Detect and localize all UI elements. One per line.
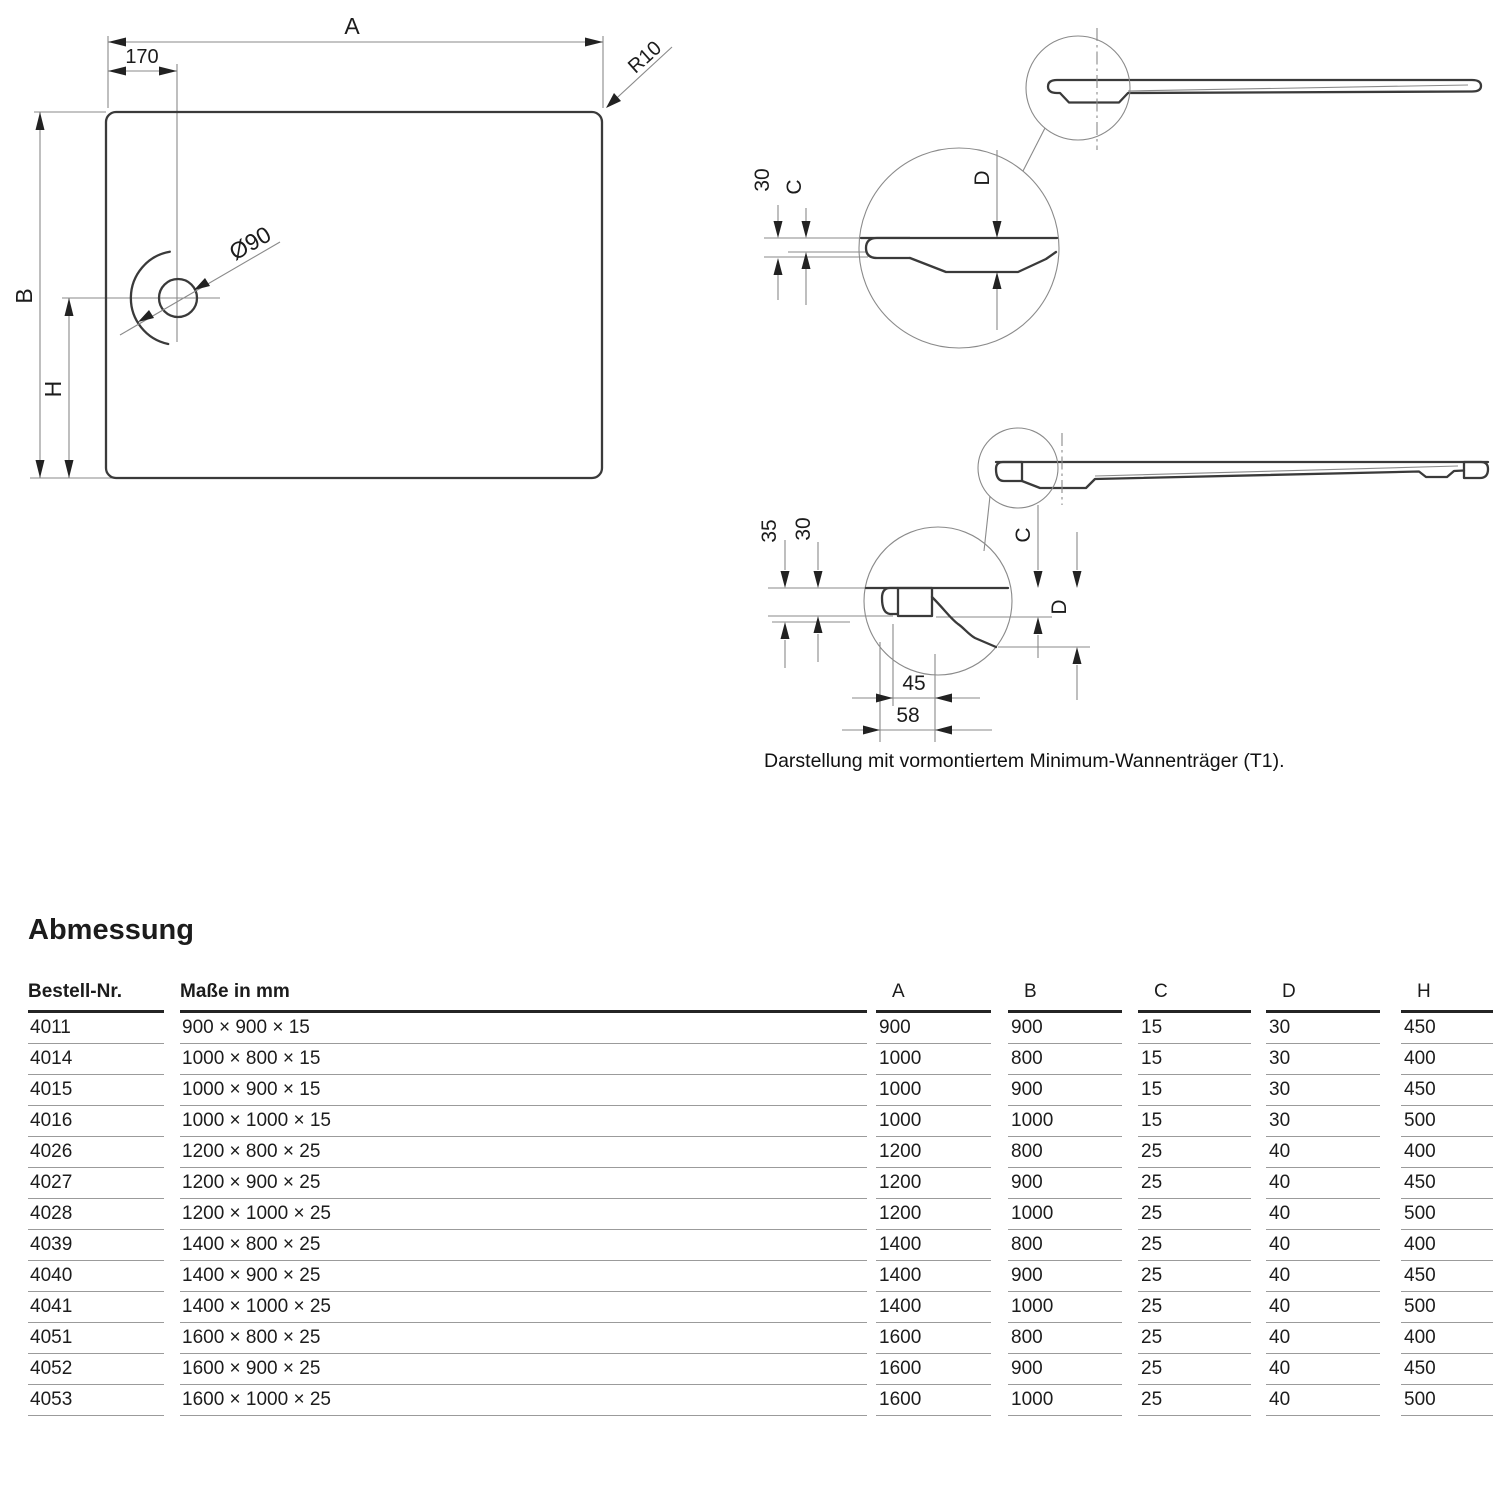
dim-label-s2-d: D <box>1048 599 1071 615</box>
cell-d: 30 <box>1266 1106 1380 1137</box>
table-row <box>28 1075 1492 1106</box>
dim-label-s2-c: C <box>1012 527 1035 543</box>
cell-a: 1600 <box>876 1385 991 1416</box>
cell-dimensions: 1400 × 900 × 25 <box>180 1261 867 1292</box>
cell-dimensions: 1000 × 900 × 15 <box>180 1075 867 1106</box>
cell-c: 25 <box>1138 1385 1251 1416</box>
cell-d: 40 <box>1266 1323 1380 1354</box>
cell-h: 400 <box>1401 1044 1493 1075</box>
cell-h: 500 <box>1401 1106 1493 1137</box>
cell-dimensions: 900 × 900 × 15 <box>180 1013 867 1044</box>
cell-order_no: 4027 <box>28 1168 164 1199</box>
table-row <box>28 1261 1492 1292</box>
dim-label-170: 170 <box>125 46 159 68</box>
cell-dimensions: 1400 × 800 × 25 <box>180 1230 867 1261</box>
dim-label-s1-30: 30 <box>751 168 774 192</box>
cell-c: 25 <box>1138 1199 1251 1230</box>
cell-a: 1400 <box>876 1292 991 1323</box>
cell-order_no: 4052 <box>28 1354 164 1385</box>
cell-b: 800 <box>1008 1230 1122 1261</box>
cell-b: 900 <box>1008 1168 1122 1199</box>
cell-b: 900 <box>1008 1013 1122 1044</box>
cell-h: 450 <box>1401 1354 1493 1385</box>
cell-d: 40 <box>1266 1168 1380 1199</box>
cell-order_no: 4028 <box>28 1199 164 1230</box>
cell-h: 500 <box>1401 1292 1493 1323</box>
cell-h: 500 <box>1401 1199 1493 1230</box>
cell-order_no: 4016 <box>28 1106 164 1137</box>
tray-side-profile <box>1048 80 1481 103</box>
header-c: C <box>1138 975 1251 1013</box>
dim-label-b: B <box>11 288 37 304</box>
cell-c: 25 <box>1138 1230 1251 1261</box>
cell-order_no: 4026 <box>28 1137 164 1168</box>
cell-b: 1000 <box>1008 1199 1122 1230</box>
cell-dimensions: 1000 × 1000 × 15 <box>180 1106 867 1137</box>
table-row <box>28 1292 1492 1323</box>
cell-d: 30 <box>1266 1044 1380 1075</box>
cell-order_no: 4053 <box>28 1385 164 1416</box>
dim-label-drain: Ø90 <box>224 220 276 266</box>
header-d: D <box>1266 975 1380 1013</box>
cell-h: 400 <box>1401 1137 1493 1168</box>
dim-label-a: A <box>344 13 360 39</box>
cell-c: 15 <box>1138 1044 1251 1075</box>
cell-b: 900 <box>1008 1354 1122 1385</box>
cell-c: 25 <box>1138 1168 1251 1199</box>
cell-d: 40 <box>1266 1199 1380 1230</box>
table-row <box>28 1044 1492 1075</box>
cell-h: 400 <box>1401 1230 1493 1261</box>
cell-dimensions: 1600 × 1000 × 25 <box>180 1385 867 1416</box>
dim-label-58: 58 <box>896 704 920 727</box>
cell-h: 400 <box>1401 1323 1493 1354</box>
cell-a: 1000 <box>876 1075 991 1106</box>
cell-a: 1200 <box>876 1199 991 1230</box>
cell-order_no: 4011 <box>28 1013 164 1044</box>
cell-d: 30 <box>1266 1075 1380 1106</box>
plan-view <box>11 13 672 478</box>
dim-label-s2-30: 30 <box>792 517 815 541</box>
dim-label-s2-35: 35 <box>758 519 781 543</box>
table-row <box>28 1199 1492 1230</box>
cell-order_no: 4015 <box>28 1075 164 1106</box>
support-detail-block <box>898 588 932 616</box>
table-row <box>28 1323 1492 1354</box>
cell-dimensions: 1000 × 800 × 15 <box>180 1044 867 1075</box>
dimensions-table <box>28 975 1492 1416</box>
cell-d: 40 <box>1266 1385 1380 1416</box>
table-row <box>28 1013 1492 1044</box>
section-title: Abmessung <box>28 914 194 946</box>
edge-detail <box>866 238 910 258</box>
cell-a: 1400 <box>876 1261 991 1292</box>
cell-order_no: 4041 <box>28 1292 164 1323</box>
tray-outline <box>106 112 602 478</box>
support-block-left <box>996 462 1022 481</box>
support-block-right <box>1464 462 1488 478</box>
cell-dimensions: 1600 × 800 × 25 <box>180 1323 867 1354</box>
cell-a: 1400 <box>876 1230 991 1261</box>
cell-c: 15 <box>1138 1106 1251 1137</box>
cell-dimensions: 1200 × 1000 × 25 <box>180 1199 867 1230</box>
cell-a: 1200 <box>876 1137 991 1168</box>
cell-b: 900 <box>1008 1261 1122 1292</box>
cell-d: 30 <box>1266 1013 1380 1044</box>
cell-b: 800 <box>1008 1044 1122 1075</box>
cell-a: 1600 <box>876 1354 991 1385</box>
support-detail-cap <box>882 588 898 614</box>
dim-label-h: H <box>40 380 66 398</box>
cell-b: 800 <box>1008 1323 1122 1354</box>
dim-label-45: 45 <box>902 672 926 695</box>
cell-a: 900 <box>876 1013 991 1044</box>
table-row <box>28 1385 1492 1416</box>
table-header-row <box>28 975 1492 1013</box>
cell-c: 25 <box>1138 1354 1251 1385</box>
cell-d: 40 <box>1266 1292 1380 1323</box>
cross-section-1 <box>751 28 1481 348</box>
table-row <box>28 1168 1492 1199</box>
table-row <box>28 1354 1492 1385</box>
dim-label-r10: R10 <box>623 37 666 78</box>
header-dimensions: Maße in mm <box>180 975 867 1013</box>
cell-a: 1200 <box>876 1168 991 1199</box>
cell-h: 500 <box>1401 1385 1493 1416</box>
cell-dimensions: 1200 × 800 × 25 <box>180 1137 867 1168</box>
cell-c: 15 <box>1138 1013 1251 1044</box>
cell-dimensions: 1200 × 900 × 25 <box>180 1168 867 1199</box>
cell-a: 1600 <box>876 1323 991 1354</box>
cell-h: 450 <box>1401 1168 1493 1199</box>
table-row <box>28 1137 1492 1168</box>
cell-order_no: 4051 <box>28 1323 164 1354</box>
cross-section-2 <box>758 428 1488 742</box>
cell-d: 40 <box>1266 1261 1380 1292</box>
cell-d: 40 <box>1266 1230 1380 1261</box>
cell-d: 40 <box>1266 1354 1380 1385</box>
table-rows <box>28 1013 1492 1416</box>
cell-order_no: 4014 <box>28 1044 164 1075</box>
drawing-caption: Darstellung mit vormontiertem Minimum-Wannenträger (T1). <box>764 750 1285 772</box>
header-a: A <box>876 975 991 1013</box>
cell-h: 450 <box>1401 1261 1493 1292</box>
cell-b: 1000 <box>1008 1385 1122 1416</box>
cell-a: 1000 <box>876 1106 991 1137</box>
cell-c: 25 <box>1138 1261 1251 1292</box>
cell-b: 1000 <box>1008 1106 1122 1137</box>
cell-h: 450 <box>1401 1075 1493 1106</box>
dim-label-s1-d: D <box>971 170 994 186</box>
dim-label-s1-c: C <box>783 179 806 195</box>
cell-dimensions: 1600 × 900 × 25 <box>180 1354 867 1385</box>
cell-c: 25 <box>1138 1323 1251 1354</box>
cell-b: 1000 <box>1008 1292 1122 1323</box>
cell-b: 900 <box>1008 1075 1122 1106</box>
cell-a: 1000 <box>876 1044 991 1075</box>
cell-c: 15 <box>1138 1075 1251 1106</box>
cell-order_no: 4039 <box>28 1230 164 1261</box>
cell-c: 25 <box>1138 1137 1251 1168</box>
header-order-no: Bestell-Nr. <box>28 975 164 1013</box>
cell-order_no: 4040 <box>28 1261 164 1292</box>
table-row <box>28 1230 1492 1261</box>
cell-d: 40 <box>1266 1137 1380 1168</box>
cell-c: 25 <box>1138 1292 1251 1323</box>
cell-b: 800 <box>1008 1137 1122 1168</box>
header-b: B <box>1008 975 1122 1013</box>
cell-dimensions: 1400 × 1000 × 25 <box>180 1292 867 1323</box>
header-h: H <box>1401 975 1493 1013</box>
table-row <box>28 1106 1492 1137</box>
cell-h: 450 <box>1401 1013 1493 1044</box>
